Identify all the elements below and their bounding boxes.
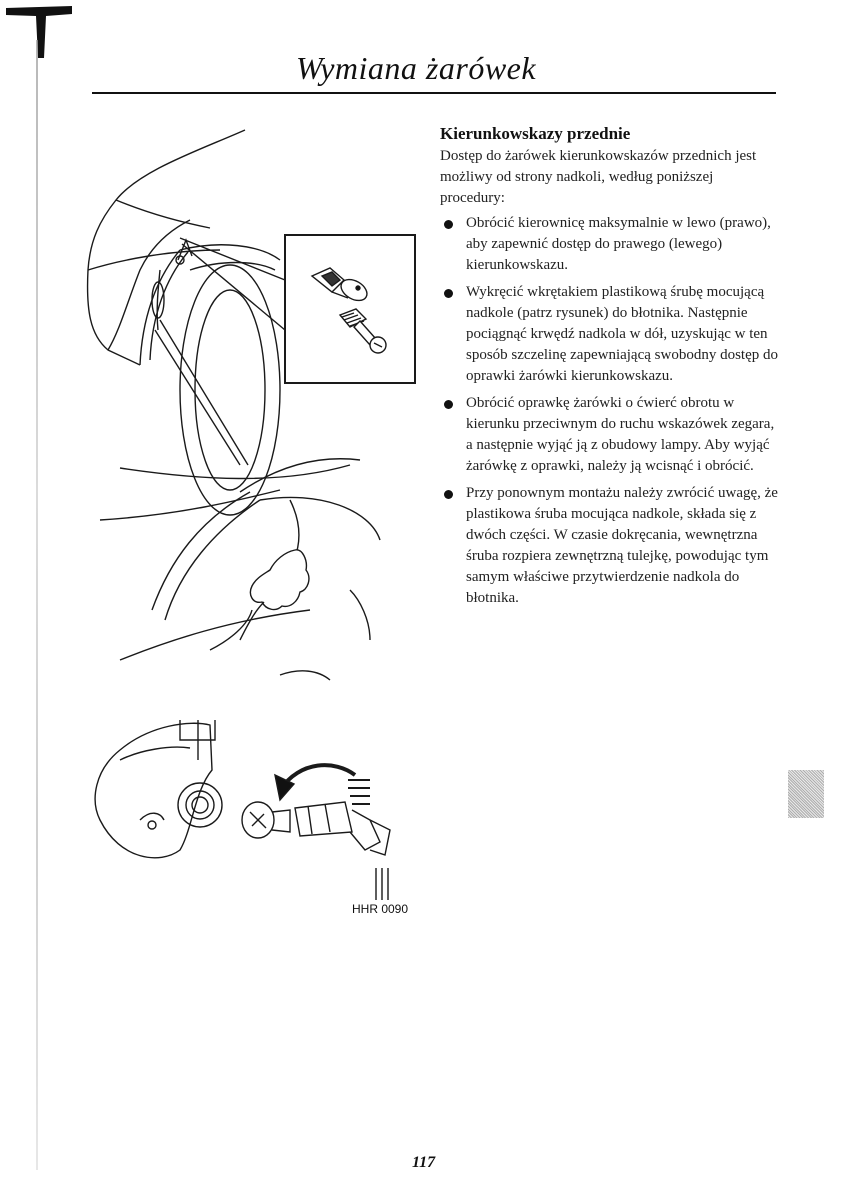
bullet-icon: [444, 490, 453, 499]
title-rule: [92, 92, 776, 94]
fastener-inset: [285, 235, 415, 383]
binding-edge: [36, 40, 38, 1170]
hand-wheel-arch-drawing: [100, 459, 380, 680]
step-text: Wykręcić wkrętakiem plastikową śrubę mocującą nadkole (patrz rysunek) do błotnika. Następnie pociągnąć krwędź nadkola w dół, uzyskując w ten sposób szczelinę zapewniającą swobodny dostęp do oprawki żarówki kierunkowskazu.: [466, 284, 778, 384]
figure-code: HHR 0090: [352, 902, 409, 916]
bullet-icon: [444, 220, 453, 229]
bullet-icon: [444, 289, 453, 298]
step-item: [440, 483, 780, 609]
step-text: Obrócić kierownicę maksymalnie w lewo (prawo), aby zapewnić dostęp do prawego (lewego) kierunkowskazu.: [466, 215, 771, 273]
section-intro: Dostęp do żarówek kierunkowskazów przednich jest możliwy od strony nadkoli, według poniższej procedury:: [440, 148, 757, 206]
step-item: [440, 213, 780, 276]
step-list: [440, 213, 780, 609]
step-item: [440, 393, 780, 477]
page-number: 117: [412, 1154, 436, 1171]
step-item: [440, 282, 780, 387]
section-heading: Kierunkowskazy przednie: [440, 124, 631, 143]
car-fender-drawing: [88, 130, 280, 515]
section-thumb-tab: [788, 770, 824, 818]
page-title: Wymiana żarówek: [296, 50, 537, 86]
lamp-holder-bulb-drawing: [95, 720, 390, 900]
binding-corner-mark: [0, 0, 80, 60]
bullet-icon: [444, 400, 453, 409]
instructions-column: [440, 124, 780, 615]
step-text: Obrócić oprawkę żarówki o ćwierć obrotu w kierunku przeciwnym do ruchu wskazówek zegara, a następnie wyjąć ją z obudowy lampy. Aby wyjąć żarówkę z oprawki, należy ją wcisnąć i obrócić.: [466, 395, 775, 474]
step-text: Przy ponownym montażu należy zwrócić uwagę, że plastikowa śruba mocująca nadkole, składa się z dwóch części. W czasie dokręcania, wewnętrzna śruba rozpiera zewnętrzną tulejkę, powodując tym samym właściwe przytwierdzenie nadkola do błotnika.: [466, 485, 778, 606]
turn-signal-bulb-illustration: [80, 120, 425, 900]
